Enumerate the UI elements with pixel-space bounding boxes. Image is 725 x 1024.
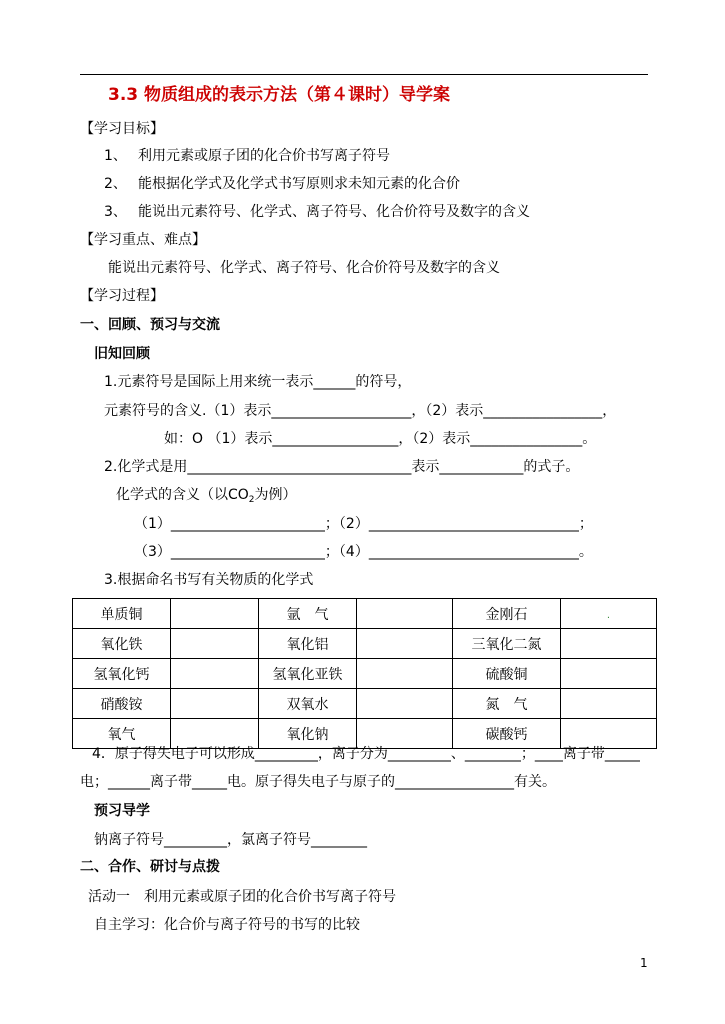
answer-cell[interactable]: [561, 599, 657, 629]
question-2-line-2-post: 为例）: [254, 487, 297, 503]
stray-dot: .: [606, 609, 611, 621]
answer-cell[interactable]: [561, 719, 657, 749]
page-title: 3.3 物质组成的表示方法（第４课时）导学案: [108, 85, 451, 105]
objective-1-text: 利用元素或原子团的化合价书写离子符号: [138, 148, 390, 164]
table-cell: 氮 气: [453, 689, 561, 719]
section-1-heading: 一、回顾、预习与交流: [80, 317, 220, 333]
answer-cell[interactable]: [357, 659, 453, 689]
objectives-heading: 【学习目标】: [80, 121, 164, 137]
table-cell: 氢氧化亚铁: [259, 659, 357, 689]
answer-cell[interactable]: [357, 629, 453, 659]
preview-text: 钠离子符号_________，氯离子符号________: [94, 832, 367, 848]
answer-cell[interactable]: [357, 689, 453, 719]
keypoints-heading: 【学习重点、难点】: [80, 232, 206, 248]
question-2-line-3: （1）______________________；（2）______________________________；: [134, 516, 593, 532]
answer-cell[interactable]: [171, 599, 259, 629]
table-row: [73, 659, 657, 689]
section-2-heading: 二、合作、研讨与点拨: [80, 859, 220, 875]
objective-2-number: 2、: [104, 176, 127, 192]
answer-cell[interactable]: [561, 629, 657, 659]
answer-cell[interactable]: [561, 659, 657, 689]
question-2-line-2-pre: 化学式的含义（以CO: [116, 487, 249, 503]
answer-cell[interactable]: [357, 599, 453, 629]
objective-1-number: 1、: [104, 148, 127, 164]
table-cell: 硝酸铵: [73, 689, 171, 719]
table-row: [73, 599, 657, 629]
question-2-line-4: （3）______________________；（4）______________________________。: [134, 544, 593, 560]
question-2-line-2: [116, 486, 297, 509]
question-1-line-2: 元素符号的含义.（1）表示____________________，（2）表示_________________，: [104, 403, 617, 419]
objective-2-text: 能根据化学式及化学式书写原则求未知元素的化合价: [138, 176, 460, 192]
question-1-line-3: 如：O （1）表示__________________，（2）表示________________。: [164, 431, 597, 447]
question-2-line-1: 2.化学式是用________________________________表示____________的式子。: [104, 459, 580, 475]
self-study: 自主学习：化合价与离子符号的书写的比较: [94, 917, 360, 933]
chemical-formula-table: [72, 598, 657, 749]
table-row: [73, 629, 657, 659]
objective-3-text: 能说出元素符号、化学式、离子符号、化合价符号及数字的含义: [138, 204, 530, 220]
keypoints-text: 能说出元素符号、化学式、离子符号、化合价符号及数字的含义: [108, 260, 500, 276]
table-cell: 氧气: [73, 719, 171, 749]
table-cell: 氧化钠: [259, 719, 357, 749]
preview-heading: 预习导学: [94, 803, 150, 819]
review-heading: 旧知回顾: [94, 346, 150, 362]
page-number: 1: [640, 956, 648, 970]
table-cell: 双氧水: [259, 689, 357, 719]
table-cell: 金刚石: [453, 599, 561, 629]
question-3-heading: 3.根据命名书写有关物质的化学式: [104, 572, 314, 588]
process-heading: 【学习过程】: [80, 288, 164, 304]
activity-1: 活动一 利用元素或原子团的化合价书写离子符号: [88, 889, 396, 905]
objective-3-number: 3、: [104, 204, 127, 220]
table-cell: 碳酸钙: [453, 719, 561, 749]
subscript-2: 2: [248, 495, 255, 505]
answer-cell[interactable]: [171, 719, 259, 749]
header-rule: [80, 74, 648, 75]
answer-cell[interactable]: [357, 719, 453, 749]
answer-cell[interactable]: [171, 659, 259, 689]
question-4-line-2: 电；______离子带_____电。原子得失电子与原子的_________________有关。: [80, 774, 556, 790]
table-cell: 硫酸铜: [453, 659, 561, 689]
table-cell: 氧化铁: [73, 629, 171, 659]
table-cell: 氧化铝: [259, 629, 357, 659]
table-row: [73, 689, 657, 719]
table-row: [73, 719, 657, 749]
question-4-line-1: 4．原子得失电子可以形成_________，离子分为_________、________；____离子带_____: [92, 746, 640, 762]
table-cell: 单质铜: [73, 599, 171, 629]
table-cell: 三氧化二氮: [453, 629, 561, 659]
answer-cell[interactable]: [561, 689, 657, 719]
question-1-line-1: 1.元素符号是国际上用来统一表示______的符号，: [104, 374, 412, 390]
table-cell: 氩 气: [259, 599, 357, 629]
table-cell: 氢氧化钙: [73, 659, 171, 689]
answer-cell[interactable]: [171, 629, 259, 659]
answer-cell[interactable]: [171, 689, 259, 719]
